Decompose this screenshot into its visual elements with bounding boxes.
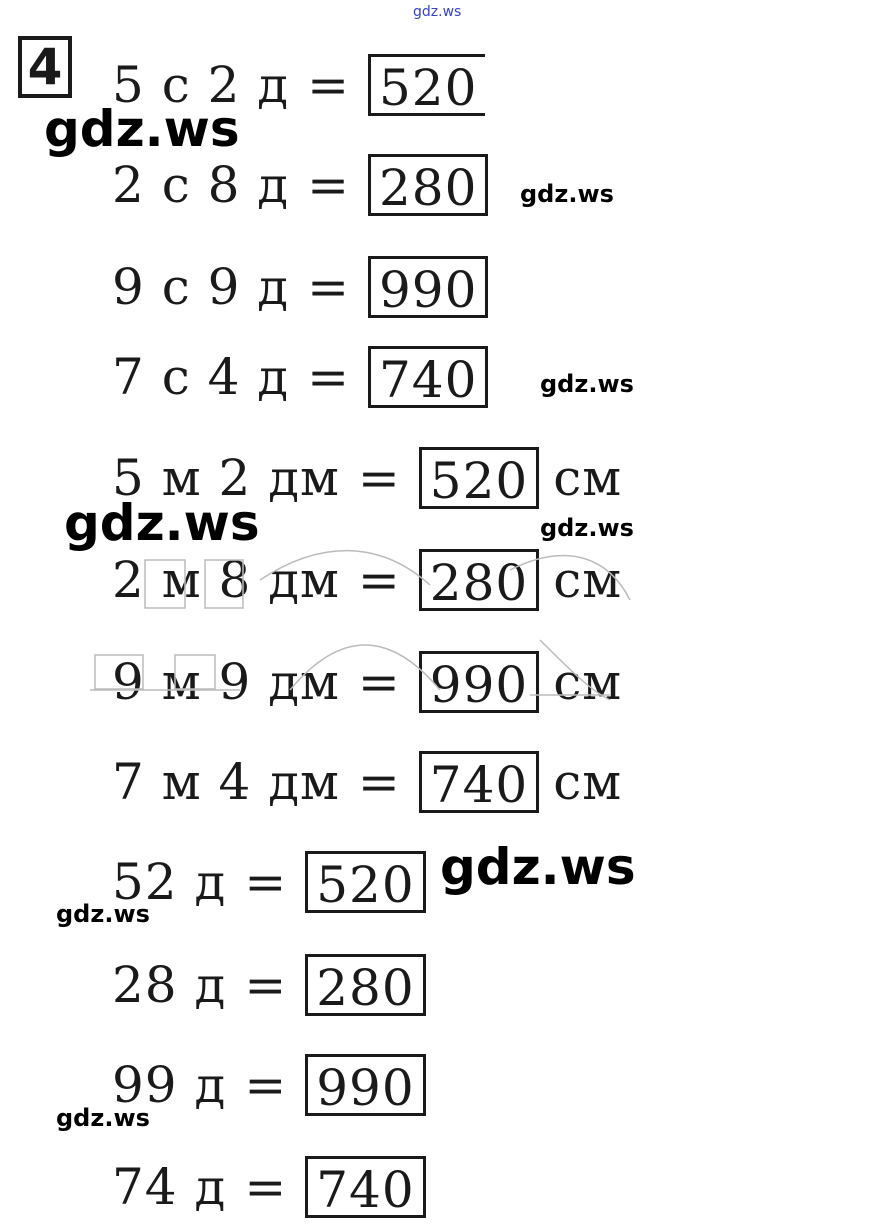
answer-box: 740	[305, 1156, 425, 1218]
answer-box: 990	[419, 651, 539, 713]
equals-sign: =	[244, 956, 288, 1014]
watermark: gdz.ws	[440, 838, 636, 896]
equals-sign: =	[307, 348, 350, 406]
equation-lhs: 9 с 9 д	[112, 258, 290, 316]
watermark: gdz.ws	[64, 494, 260, 552]
equation-row	[112, 545, 622, 615]
equals-sign: =	[357, 753, 401, 811]
equation-lhs: 52 д	[112, 853, 227, 911]
equation-row	[112, 647, 622, 717]
equals-sign: =	[307, 156, 350, 214]
watermark: gdz.ws	[44, 100, 240, 158]
equation-lhs: 7 с 4 д	[112, 348, 290, 406]
watermark: gdz.ws	[413, 4, 462, 20]
equation-row	[112, 150, 488, 220]
equation-row	[112, 847, 426, 917]
answer-box: 990	[305, 1054, 425, 1116]
equation-lhs: 2 с 8 д	[112, 156, 290, 214]
equation-lhs: 2 м 8 дм	[112, 551, 340, 609]
equals-sign: =	[244, 1056, 288, 1114]
equation-row	[112, 252, 488, 322]
task-number-box: 4	[18, 36, 72, 98]
equals-sign: =	[357, 653, 401, 711]
watermark: gdz.ws	[520, 180, 614, 208]
equation-lhs: 5 м 2 дм	[112, 449, 340, 507]
answer-box: 280	[419, 549, 539, 611]
answer-box: 520	[305, 851, 425, 913]
unit-label: см	[553, 551, 623, 609]
answer-box: 280	[368, 154, 488, 216]
equation-lhs: 9 м 9 дм	[112, 653, 340, 711]
equation-row	[112, 950, 426, 1020]
watermark: gdz.ws	[540, 514, 634, 542]
answer-box: 520	[419, 447, 539, 509]
answer-box: 740	[368, 346, 488, 408]
watermark: gdz.ws	[56, 1104, 150, 1132]
equation-lhs: 74 д	[112, 1158, 227, 1216]
equals-sign: =	[244, 1158, 288, 1216]
equals-sign: =	[357, 551, 401, 609]
answer-box: 280	[305, 954, 425, 1016]
equation-lhs: 5 с 2 д	[112, 56, 290, 114]
watermark: gdz.ws	[56, 900, 150, 928]
equals-sign: =	[307, 56, 350, 114]
equals-sign: =	[307, 258, 350, 316]
watermark: gdz.ws	[540, 370, 634, 398]
equation-row	[112, 1152, 426, 1222]
equation-lhs: 7 м 4 дм	[112, 753, 340, 811]
equals-sign: =	[244, 853, 288, 911]
answer-box: 740	[419, 751, 539, 813]
equation-row	[112, 342, 488, 412]
equation-lhs: 28 д	[112, 956, 227, 1014]
equation-row	[112, 747, 622, 817]
unit-label: см	[553, 449, 623, 507]
answer-box: 520	[368, 54, 485, 116]
answer-box: 990	[368, 256, 488, 318]
equation-lhs: 99 д	[112, 1056, 227, 1114]
unit-label: см	[553, 653, 623, 711]
unit-label: см	[553, 753, 623, 811]
equation-row	[112, 1050, 426, 1120]
equals-sign: =	[357, 449, 401, 507]
